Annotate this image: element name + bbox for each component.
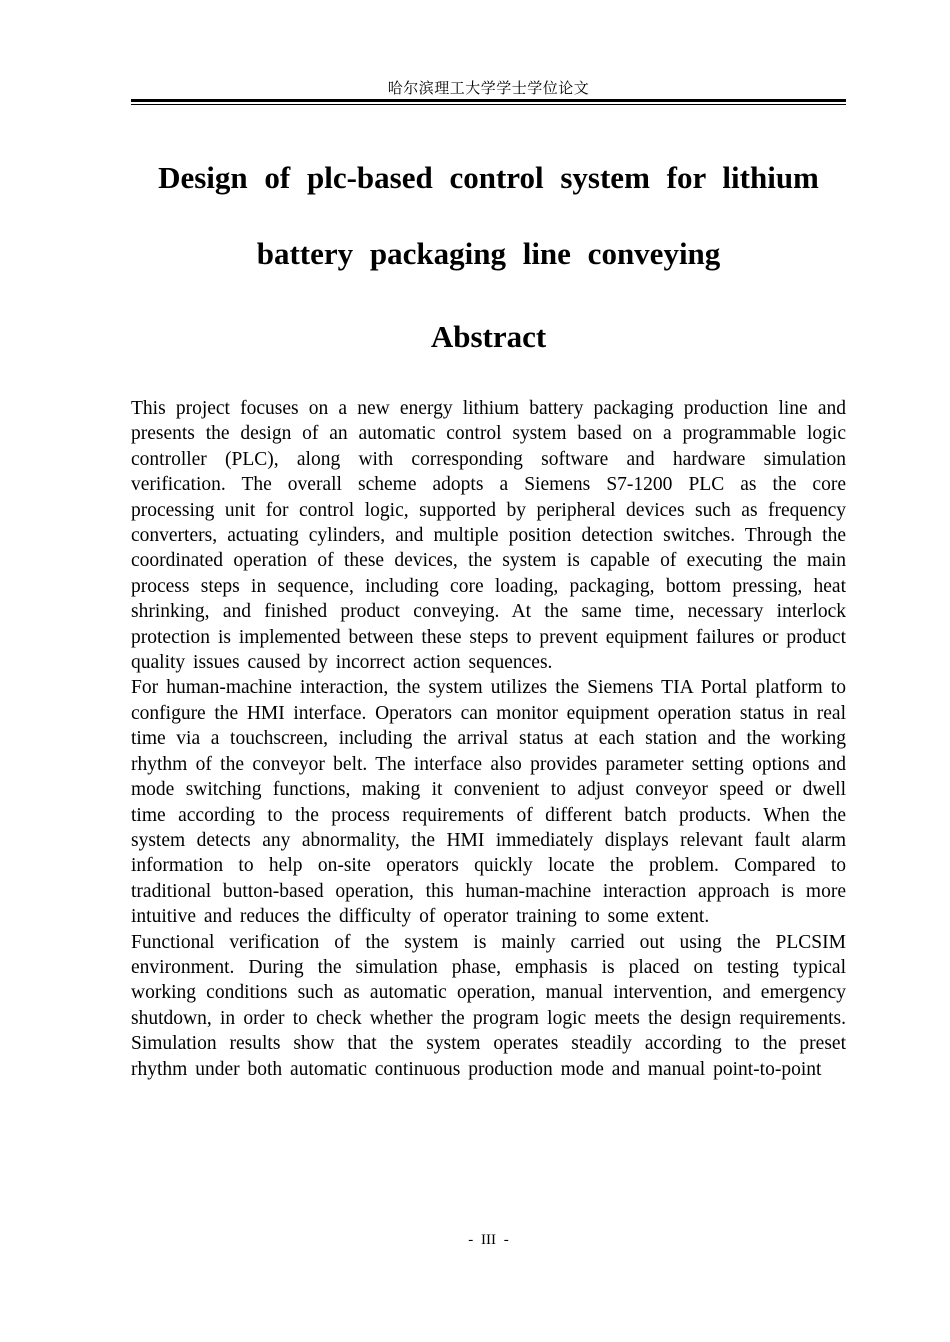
abstract-paragraph-3: Functional verification of the system is mainly carried out using the PLCSIM environment. During the simulation phase, emphasis is placed on testing typical working conditions such as automatic operation, manual intervention, and emergency shutdown, in order to check whether the program logic meets the design requirements. Simulation results show that the system operates steadily according to the preset rhythm under both automatic continuous production mode and manual point-to-point: [131, 931, 846, 1080]
thesis-title-line-2: battery packaging line conveying: [256, 236, 721, 271]
thesis-title-line-1: Design of plc-based control system for lithium: [158, 160, 819, 195]
abstract-paragraph-1: This project focuses on a new energy lithium battery packaging production line and presents the design of an automatic control system based on a programmable logic controller (PLC), along with corresponding software and hardware simulation verification. The overall scheme adopts a Siemens S7-1200 PLC as the core processing unit for control logic, supported by peripheral devices such as frequency converters, actuating cylinders, and multiple position detection switches. Through the coordinated operation of these devices, the system is capable of executing the main process steps in sequence, including core loading, packaging, bottom pressing, heat shrinking, and finished product conveying. At the same time, necessary interlock protection is implemented between these steps to prevent equipment failures or product quality issues caused by incorrect action sequences.: [131, 398, 846, 674]
abstract-paragraph-2: For human-machine interaction, the system utilizes the Siemens TIA Portal platform to configure the HMI interface. Operators can monitor equipment operation status in real time via a touchscreen, including the arrival status at each station and the working rhythm of the conveyor belt. The interface also provides parameter setting options and mode switching functions, making it convenient to adjust conveyor speed or dwell time according to the process requirements of different batch products. When the system detects any abnormality, the HMI immediately displays relevant fault alarm information to help on-site operators quickly locate the problem. Compared to traditional button-based operation, this human-machine interaction approach is more intuitive and reduces the difficulty of operator training to some extent.: [131, 677, 846, 928]
abstract-heading: Abstract: [430, 319, 547, 354]
thesis-title: [131, 140, 846, 292]
page-number: - III -: [468, 1232, 509, 1248]
abstract-body: [131, 396, 846, 1211]
header-rule-thick: [131, 99, 846, 102]
header-rule-thin: [131, 104, 846, 105]
running-header: 哈尔滨理工大学学士学位论文: [387, 79, 590, 97]
